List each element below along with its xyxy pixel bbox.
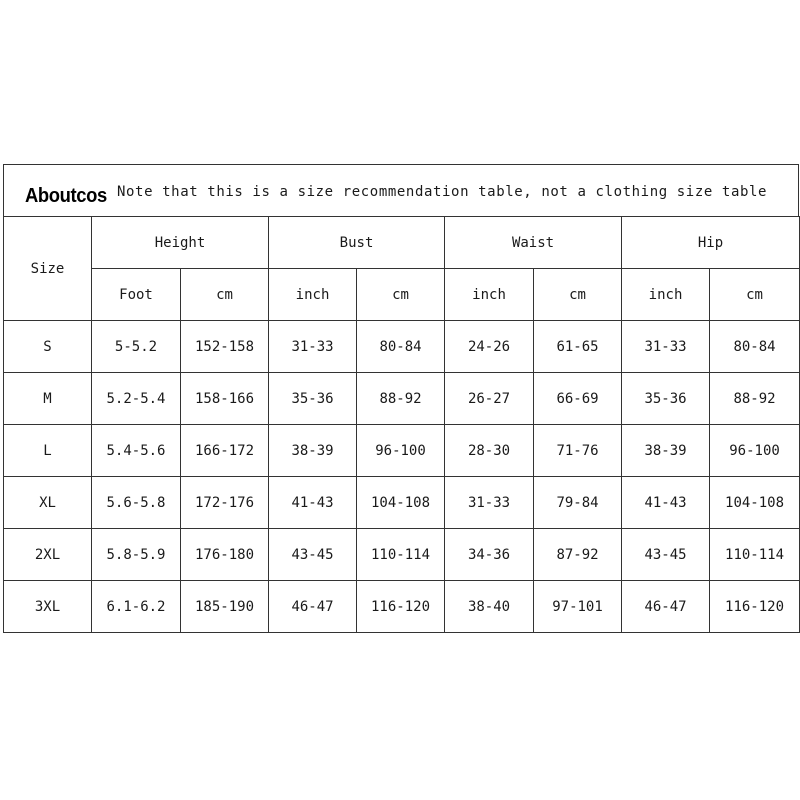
table-cell: 41-43: [622, 477, 710, 529]
table-cell: 38-39: [622, 425, 710, 477]
table-cell: 5.8-5.9: [92, 529, 181, 581]
brand-watermark: Aboutcos: [25, 185, 107, 207]
table-cell: 31-33: [269, 321, 357, 373]
table-cell: 116-120: [710, 581, 800, 633]
header-row-units: [4, 269, 800, 321]
table-cell: 185-190: [181, 581, 269, 633]
table-cell: 104-108: [357, 477, 445, 529]
table-row: [4, 581, 800, 633]
table-cell: 79-84: [534, 477, 622, 529]
table-cell: 43-45: [622, 529, 710, 581]
size-label: 3XL: [4, 581, 92, 633]
table-cell: 35-36: [269, 373, 357, 425]
table-cell: 31-33: [445, 477, 534, 529]
table-cell: 38-40: [445, 581, 534, 633]
table-cell: 28-30: [445, 425, 534, 477]
table-row: [4, 321, 800, 373]
unit-header: cm: [710, 269, 800, 321]
table-row: [4, 529, 800, 581]
size-label: XL: [4, 477, 92, 529]
table-cell: 71-76: [534, 425, 622, 477]
table-cell: 66-69: [534, 373, 622, 425]
group-header-height: Height: [92, 217, 269, 269]
table-cell: 172-176: [181, 477, 269, 529]
table-cell: 176-180: [181, 529, 269, 581]
table-cell: 5.6-5.8: [92, 477, 181, 529]
table-cell: 35-36: [622, 373, 710, 425]
table-cell: 152-158: [181, 321, 269, 373]
size-label: M: [4, 373, 92, 425]
table-cell: 6.1-6.2: [92, 581, 181, 633]
unit-header: inch: [445, 269, 534, 321]
table-row: [4, 425, 800, 477]
table-cell: 5-5.2: [92, 321, 181, 373]
table-cell: 96-100: [357, 425, 445, 477]
group-header-bust: Bust: [269, 217, 445, 269]
table-cell: 61-65: [534, 321, 622, 373]
table-cell: 46-47: [622, 581, 710, 633]
unit-header: cm: [357, 269, 445, 321]
size-column-header: Size: [4, 217, 92, 321]
table-cell: 110-114: [357, 529, 445, 581]
table-cell: 116-120: [357, 581, 445, 633]
table-cell: 24-26: [445, 321, 534, 373]
table-cell: 5.4-5.6: [92, 425, 181, 477]
size-table: [3, 216, 800, 633]
group-header-waist: Waist: [445, 217, 622, 269]
table-cell: 88-92: [357, 373, 445, 425]
group-header-hip: Hip: [622, 217, 800, 269]
unit-header: Foot: [92, 269, 181, 321]
table-cell: 41-43: [269, 477, 357, 529]
table-cell: 80-84: [357, 321, 445, 373]
size-label: 2XL: [4, 529, 92, 581]
table-cell: 80-84: [710, 321, 800, 373]
note-row: [3, 164, 799, 216]
size-note: Note that this is a size recommendation table, not a clothing size table: [117, 184, 768, 200]
size-label: S: [4, 321, 92, 373]
size-label: L: [4, 425, 92, 477]
table-row: [4, 477, 800, 529]
table-cell: 38-39: [269, 425, 357, 477]
table-cell: 46-47: [269, 581, 357, 633]
unit-header: inch: [622, 269, 710, 321]
table-cell: 104-108: [710, 477, 800, 529]
unit-header: inch: [269, 269, 357, 321]
header-row-groups: [4, 217, 800, 269]
table-cell: 96-100: [710, 425, 800, 477]
unit-header: cm: [181, 269, 269, 321]
table-cell: 88-92: [710, 373, 800, 425]
table-cell: 5.2-5.4: [92, 373, 181, 425]
table-cell: 31-33: [622, 321, 710, 373]
table-row: [4, 373, 800, 425]
table-cell: 43-45: [269, 529, 357, 581]
unit-header: cm: [534, 269, 622, 321]
table-cell: 26-27: [445, 373, 534, 425]
table-cell: 110-114: [710, 529, 800, 581]
table-cell: 97-101: [534, 581, 622, 633]
table-cell: 87-92: [534, 529, 622, 581]
size-chart: [3, 164, 799, 633]
table-cell: 166-172: [181, 425, 269, 477]
table-cell: 34-36: [445, 529, 534, 581]
table-cell: 158-166: [181, 373, 269, 425]
